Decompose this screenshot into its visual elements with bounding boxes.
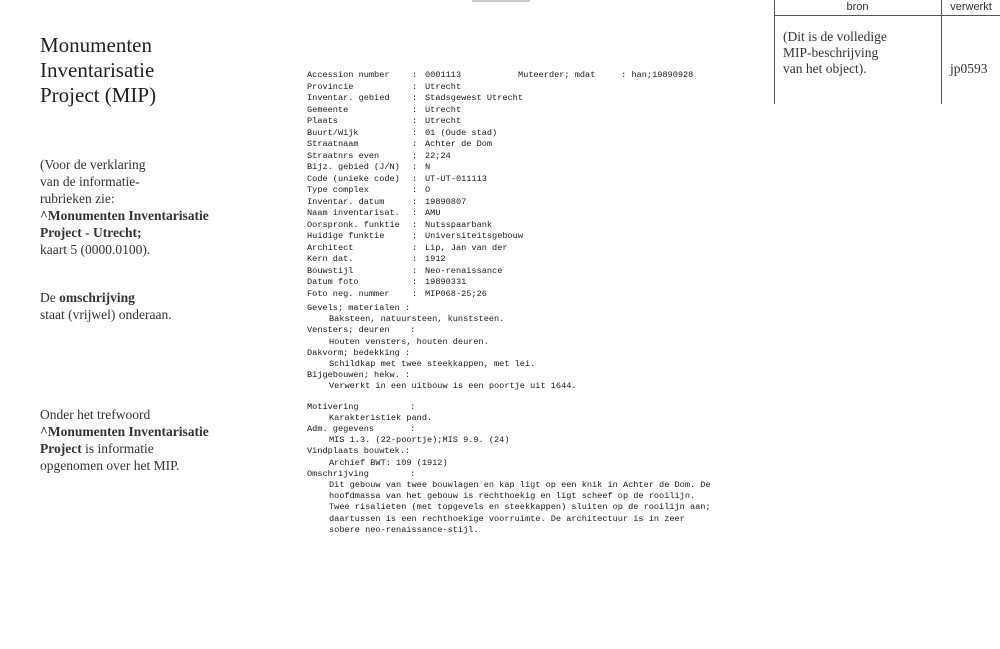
- record-field: [307, 128, 523, 140]
- note-line: van de informatie-: [40, 174, 140, 189]
- field-colon: :: [412, 173, 418, 184]
- record-field: [307, 174, 523, 186]
- title-line: Project (MIP): [40, 83, 157, 107]
- record-field: [307, 231, 523, 243]
- field-value: 0001113: [425, 70, 462, 80]
- field-label: Naam inventarisat.: [307, 208, 400, 218]
- field-colon: :: [412, 150, 418, 161]
- bron-header: bron: [774, 0, 941, 16]
- section-text: Verwerkt in een uitbouw is een poortje uit 1644.: [329, 381, 577, 392]
- trefwoord-rest2: is informatie: [81, 441, 154, 456]
- field-label: Inventar. datum: [307, 196, 385, 207]
- field-colon: :: [412, 93, 418, 103]
- section-heading: Omschrijving :: [307, 468, 416, 479]
- field-label: Accession number: [307, 70, 390, 80]
- record-section: [307, 325, 711, 347]
- field-value: AMU: [425, 208, 441, 218]
- record-field: [307, 82, 523, 94]
- field-label: Inventar. gebied: [307, 93, 390, 103]
- field-colon: :: [412, 231, 418, 241]
- record-field: [307, 266, 523, 278]
- section-text: daartussen is een rechthoekige voorruimte. De architectuur is in zeer: [329, 513, 685, 524]
- record-section: [307, 348, 711, 370]
- section-heading: Bijgebouwen; hekw. :: [307, 370, 411, 381]
- field-label: Type complex: [307, 185, 369, 195]
- section-text: Dit gebouw van twee bouwlagen en kap ligt op een knik in Achter de Dom. De: [329, 480, 711, 491]
- section-heading: Motivering :: [307, 401, 416, 412]
- field-value: 19890331: [425, 277, 467, 287]
- field-label: Plaats: [307, 116, 338, 126]
- field-colon: :: [412, 242, 418, 253]
- field-label: Datum foto: [307, 277, 359, 287]
- field-colon: :: [412, 70, 418, 80]
- field-value: Nutsspaarbank: [425, 219, 493, 230]
- verwerkt-value: jp0593: [950, 61, 988, 76]
- section-text: sobere neo-renaissance-stijl.: [329, 524, 479, 535]
- field-label: Foto neg. nummer: [307, 288, 390, 299]
- field-colon: :: [412, 265, 418, 276]
- record-field: [307, 208, 523, 220]
- record-field: [307, 151, 523, 163]
- record-section: [307, 303, 711, 325]
- section-text: hoofdmassa van het gebouw is rechthoekig en ligt scheef op de rooilijn.: [329, 491, 696, 502]
- note-line: Project - Utrecht;: [40, 225, 142, 240]
- trefwoord-bold2: Project: [40, 441, 82, 456]
- omschrijving-note: [40, 289, 172, 323]
- record-field: [307, 277, 523, 289]
- record-field: [307, 93, 523, 105]
- field-value: MIP068-25;26: [425, 288, 487, 299]
- record-field: [307, 139, 523, 151]
- record-section: [307, 370, 711, 392]
- field-label: Huidige funktie: [307, 231, 385, 241]
- field-value: Neo-renaissance: [425, 265, 503, 276]
- omschrijving-prefix: De: [40, 290, 60, 305]
- section-heading: Gevels; materialen :: [307, 303, 411, 313]
- trefwoord-line1: Onder het trefwoord: [40, 407, 151, 422]
- record-sections: [307, 303, 711, 536]
- field-label: Gemeente: [307, 104, 349, 115]
- section-text: Karakteristiek pand.: [329, 412, 433, 423]
- section-group: [307, 303, 711, 393]
- section-text: MIS 1.3. (22-poortje);MIS 9.9. (24): [329, 435, 510, 446]
- field-label: Oorspronk. funktie: [307, 219, 400, 230]
- mip-record: [307, 70, 694, 300]
- field-colon: :: [412, 104, 418, 115]
- section-heading: Vensters; deuren :: [307, 325, 416, 336]
- field-value: Achter de Dom: [425, 139, 493, 149]
- source-table: [774, 0, 1000, 104]
- field-colon: :: [412, 219, 418, 230]
- section-text: Baksteen, natuursteen, kunststeen.: [329, 314, 505, 325]
- record-section: [307, 446, 711, 468]
- record-field: [307, 70, 523, 82]
- field-label: Code (unieke code): [307, 173, 400, 184]
- field-value: 22;24: [425, 150, 451, 161]
- field-colon: :: [412, 81, 418, 92]
- bron-line: MIP-beschrijving: [783, 45, 879, 60]
- field-value: Stadsgewest Utrecht: [425, 93, 523, 103]
- record-field: [307, 162, 523, 174]
- field-value: Utrecht: [425, 104, 462, 115]
- record-section: [307, 424, 711, 446]
- record-field: [307, 220, 523, 232]
- mutator-field: Muteerder; mdat : han;19890928: [518, 70, 694, 80]
- field-value: 1912: [425, 254, 446, 264]
- bron-line: van het object).: [783, 61, 867, 76]
- verwerkt-header: verwerkt: [942, 0, 1000, 16]
- section-group: [307, 402, 711, 536]
- field-label: Kern dat.: [307, 254, 354, 264]
- field-value: UT-UT-011113: [425, 173, 487, 184]
- field-label: Straatnaam: [307, 139, 359, 149]
- section-heading: Adm. gegevens :: [307, 424, 416, 435]
- field-colon: :: [412, 185, 418, 195]
- field-list: [307, 70, 523, 300]
- field-value: 01 (Oude stad): [425, 127, 498, 138]
- field-value: N: [425, 162, 431, 172]
- table-divider: [941, 0, 942, 104]
- field-value: Universiteitsgebouw: [425, 231, 523, 241]
- explanation-note: [40, 156, 209, 258]
- note-line: kaart 5 (0000.0100).: [40, 242, 151, 257]
- field-colon: :: [412, 127, 418, 138]
- note-line: rubrieken zie:: [40, 191, 115, 206]
- record-field: [307, 116, 523, 128]
- section-text: Archief BWT: 109 (1912): [329, 457, 448, 468]
- field-colon: :: [412, 116, 418, 126]
- field-label: Architect: [307, 242, 354, 253]
- title-line: Monumenten: [40, 33, 152, 57]
- field-colon: :: [412, 208, 418, 218]
- field-colon: :: [412, 254, 418, 264]
- note-line: ^Monumenten Inventarisatie: [40, 208, 209, 223]
- bron-line: (Dit is de volledige: [783, 29, 887, 44]
- trefwoord-line4: opgenomen over het MIP.: [40, 458, 180, 473]
- field-colon: :: [412, 139, 418, 149]
- field-value: 19890807: [425, 196, 467, 207]
- record-section: [307, 402, 711, 424]
- field-colon: :: [412, 162, 418, 172]
- record-section: [307, 469, 711, 536]
- field-value: Lip, Jan van der: [425, 242, 508, 253]
- note-line: (Voor de verklaring: [40, 157, 146, 172]
- section-heading: Vindplaats bouwtek.:: [307, 446, 411, 457]
- trefwoord-note: [40, 406, 209, 474]
- field-label: Buurt/Wijk: [307, 127, 359, 138]
- record-field: [307, 254, 523, 266]
- record-field: [307, 185, 523, 197]
- title-line: Inventarisatie: [40, 58, 155, 82]
- omschrijving-bold: omschrijving: [59, 290, 135, 305]
- field-value: Utrecht: [425, 81, 462, 92]
- section-text: Twee risalieten (met topgevels en steekkappen) sluiten op de rooilijn aan;: [329, 502, 711, 513]
- bron-text: [783, 29, 887, 77]
- field-label: Straatnrs even: [307, 150, 380, 161]
- section-heading: Dakvorm; bedekking :: [307, 347, 411, 358]
- record-field: [307, 243, 523, 255]
- table-divider: [774, 0, 775, 104]
- omschrijving-line2: staat (vrijwel) onderaan.: [40, 307, 172, 322]
- mip-title: [40, 33, 156, 108]
- record-field: [307, 105, 523, 117]
- trefwoord-bold1: ^Monumenten Inventarisatie: [40, 424, 209, 439]
- scan-mark: [472, 0, 530, 2]
- field-label: Provincie: [307, 81, 354, 92]
- field-label: Bijz. gebied (J/N): [307, 162, 400, 172]
- field-value: O: [425, 185, 431, 195]
- field-label: Bouwstijl: [307, 265, 354, 276]
- field-colon: :: [412, 277, 418, 287]
- record-field: [307, 197, 523, 209]
- record-field: [307, 289, 523, 301]
- field-value: Utrecht: [425, 116, 462, 126]
- section-text: Schildkap met twee steekkappen, met lei.: [329, 359, 536, 370]
- field-colon: :: [412, 288, 418, 299]
- section-text: Houten vensters, houten deuren.: [329, 336, 489, 347]
- field-colon: :: [412, 196, 418, 207]
